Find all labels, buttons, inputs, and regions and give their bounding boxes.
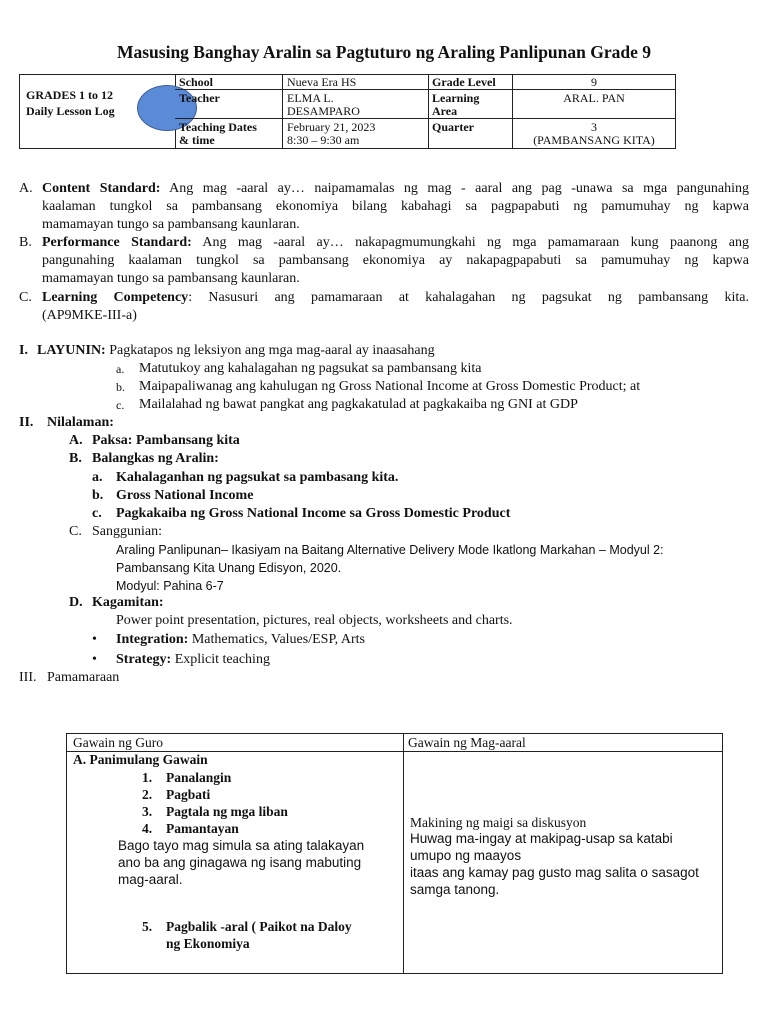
quarter-value: 3	[591, 120, 597, 134]
sanggunian-marker: C.	[69, 524, 82, 539]
panimulang-gawain: A. Panimulang Gawain	[73, 752, 208, 767]
performance-standard-label: Performance Standard:	[42, 235, 192, 250]
integration-bullet: •	[92, 632, 97, 647]
step-4-marker: 4.	[142, 821, 153, 836]
learning-competency-label: Learning Competency	[42, 290, 189, 305]
student-line-2: Huwag ma-ingay at makipag-usap sa katabi	[410, 831, 673, 846]
step-5-line-1: Pagbalik -aral ( Paikot na Daloy	[166, 919, 352, 934]
objective-c: Mailalahad ng bawat pangkat ang pagkakatulad at pagkakaiba ng GNI at GDP	[139, 397, 578, 412]
objective-a-marker: a.	[116, 362, 125, 376]
student-activity-header: Gawain ng Mag-aaral	[408, 735, 526, 750]
learning-competency-code: (AP9MKE-III-a)	[42, 308, 137, 323]
step-2-marker: 2.	[142, 787, 153, 802]
teaching-time-value: 8:30 – 9:30 am	[287, 133, 360, 147]
reference-line-2: Pambansang Kita Unang Edisyon, 2020.	[116, 561, 342, 575]
teacher-label: Teacher	[179, 91, 220, 105]
objective-b: Maipapaliwanag ang kahulugan ng Gross National Income at Gross Domestic Product; at	[139, 379, 641, 394]
objective-c-marker: c.	[116, 398, 125, 412]
lesson-log-header-table	[19, 74, 676, 149]
kagamitan-label: Kagamitan:	[92, 595, 164, 610]
content-standard-marker: A.	[19, 181, 33, 196]
learning-area-label-1: Learning	[432, 91, 480, 105]
grade-level-value: 9	[591, 75, 597, 89]
content-standard-text-1: Ang mag -aaral ay… naipamamalas ng mag - aaral ang pag -unawa sa mga pangunahing	[169, 181, 750, 196]
layunin-label: LAYUNIN:	[37, 343, 106, 358]
materials-text: Power point presentation, pictures, real objects, worksheets and charts.	[116, 613, 513, 628]
content-standard-line-2: kaalaman tungkol sa pambansang ekonomiya bilang kabahagi sa pagpapabuti ng pamumuhay ng kapwa	[42, 199, 749, 214]
pamamaraan-label: Pamamaraan	[47, 670, 120, 685]
activities-table	[66, 733, 723, 974]
objective-a: Matutukoy ang kahalagahan ng pagsukat sa pambansang kita	[139, 361, 482, 376]
step-2: Pagbati	[166, 787, 211, 802]
outline-a: Kahalaganhan ng pagsukat sa pambasang kita.	[116, 470, 399, 485]
step-5-marker: 5.	[142, 919, 153, 934]
grades-label: GRADES 1 to 12	[26, 88, 114, 102]
integration-line	[116, 631, 365, 650]
student-line-5: samga tanong.	[410, 882, 500, 897]
layunin-line	[37, 342, 435, 361]
sanggunian-label: Sanggunian:	[92, 524, 162, 539]
strategy-line	[116, 651, 270, 670]
step-5-line-2: ng Ekonomiya	[166, 936, 250, 951]
paksa: Paksa: Pambansang kita	[92, 433, 240, 448]
integration-label: Integration:	[116, 632, 189, 647]
grades-label-cell	[20, 75, 176, 148]
content-standard-label: Content Standard:	[42, 181, 161, 196]
outline-b-marker: b.	[92, 488, 104, 503]
daily-lesson-log-label: Daily Lesson Log	[26, 104, 115, 118]
performance-standard-line-3: mamamayan tungo sa pambansang kaunlaran.	[42, 271, 300, 286]
quarter-topic: (PAMBANSANG KITA)	[533, 133, 655, 147]
teaching-dates-label-1: Teaching Dates	[179, 120, 257, 134]
step-1-marker: 1.	[142, 770, 153, 785]
kagamitan-marker: D.	[69, 595, 83, 610]
layunin-intro: Pagkatapos ng leksiyon ang mga mag-aaral ay inaasahang	[109, 343, 435, 358]
teacher-prompt-line-2: ano ba ang ginagawa ng isang mabuting	[118, 855, 362, 870]
step-4: Pamantayan	[166, 821, 239, 836]
reference-line-1: Araling Panlipunan– Ikasiyam na Baitang Alternative Delivery Mode Ikatlong Markahan – Modyul 2:	[116, 543, 664, 557]
teacher-value-2: DESAMPARO	[287, 104, 360, 118]
strategy-label: Strategy:	[116, 652, 172, 667]
step-3: Pagtala ng mga liban	[166, 804, 288, 819]
learning-area-label-2: Area	[432, 104, 458, 118]
learning-competency-text-1: : Nasusuri ang pamamaraan at kahalagahan ng pagsukat ng pambansang kita.	[188, 290, 749, 305]
outline-c-marker: c.	[92, 506, 102, 521]
strategy-value: Explicit teaching	[174, 652, 270, 667]
grade-level-label: Grade Level	[432, 75, 496, 89]
page-title: Masusing Banghay Aralin sa Pagtuturo ng Araling Panlipunan Grade 9	[116, 42, 652, 62]
teaching-dates-label-2: & time	[179, 133, 215, 147]
balangkas-label: Balangkas ng Aralin:	[92, 451, 219, 466]
teacher-prompt-line-3: mag-aaral.	[118, 872, 183, 887]
student-line-3: umupo ng maayos	[410, 848, 522, 863]
teacher-value-1: ELMA L.	[287, 91, 334, 105]
learning-competency-line-1	[42, 289, 749, 308]
balangkas-marker: B.	[69, 451, 82, 466]
integration-value: Mathematics, Values/ESP, Arts	[191, 632, 366, 647]
school-label: School	[179, 75, 214, 89]
school-value: Nueva Era HS	[287, 75, 357, 89]
content-standard-line-1	[42, 180, 749, 199]
student-line-4: itaas ang kamay pag gusto mag salita o sasagot	[410, 865, 699, 880]
objective-b-marker: b.	[116, 380, 125, 394]
outline-a-marker: a.	[92, 470, 103, 485]
step-3-marker: 3.	[142, 804, 153, 819]
performance-standard-marker: B.	[19, 235, 32, 250]
content-standard-line-3: mamamayan tungo sa pambansang kaunlaran.	[42, 217, 300, 232]
teacher-prompt-line-1: Bago tayo mag simula sa ating talakayan	[118, 838, 365, 853]
nilalaman-marker: II.	[19, 415, 34, 430]
student-line-1: Makining ng maigi sa diskusyon	[410, 815, 587, 830]
outline-c: Pagkakaiba ng Gross National Income sa Gross Domestic Product	[116, 506, 511, 521]
teaching-dates-value-1: February 21, 2023	[287, 120, 376, 134]
reference-pages: Modyul: Pahina 6-7	[116, 579, 224, 593]
performance-standard-line-1	[42, 234, 749, 253]
layunin-marker: I.	[19, 343, 28, 358]
performance-standard-line-2: pangunahing kaalaman tungkol sa pambansang ekonomiya ay nakapagpapabuti sa pamumuhay ng kapwa	[42, 253, 749, 268]
learning-competency-marker: C.	[19, 290, 32, 305]
outline-b: Gross National Income	[116, 488, 254, 503]
nilalaman-label: Nilalaman:	[47, 415, 114, 430]
performance-standard-text-1: Ang mag -aaral ay… nakapagmumungkahi ng mga pamamaraan kung paanong ang	[202, 235, 749, 250]
step-1: Panalangin	[166, 770, 232, 785]
pamamaraan-marker: III.	[19, 670, 37, 685]
learning-area-value: ARAL. PAN	[563, 91, 625, 105]
quarter-label: Quarter	[432, 120, 474, 134]
strategy-bullet: •	[92, 652, 97, 667]
teacher-activity-header: Gawain ng Guro	[73, 735, 163, 750]
paksa-marker: A.	[69, 433, 83, 448]
